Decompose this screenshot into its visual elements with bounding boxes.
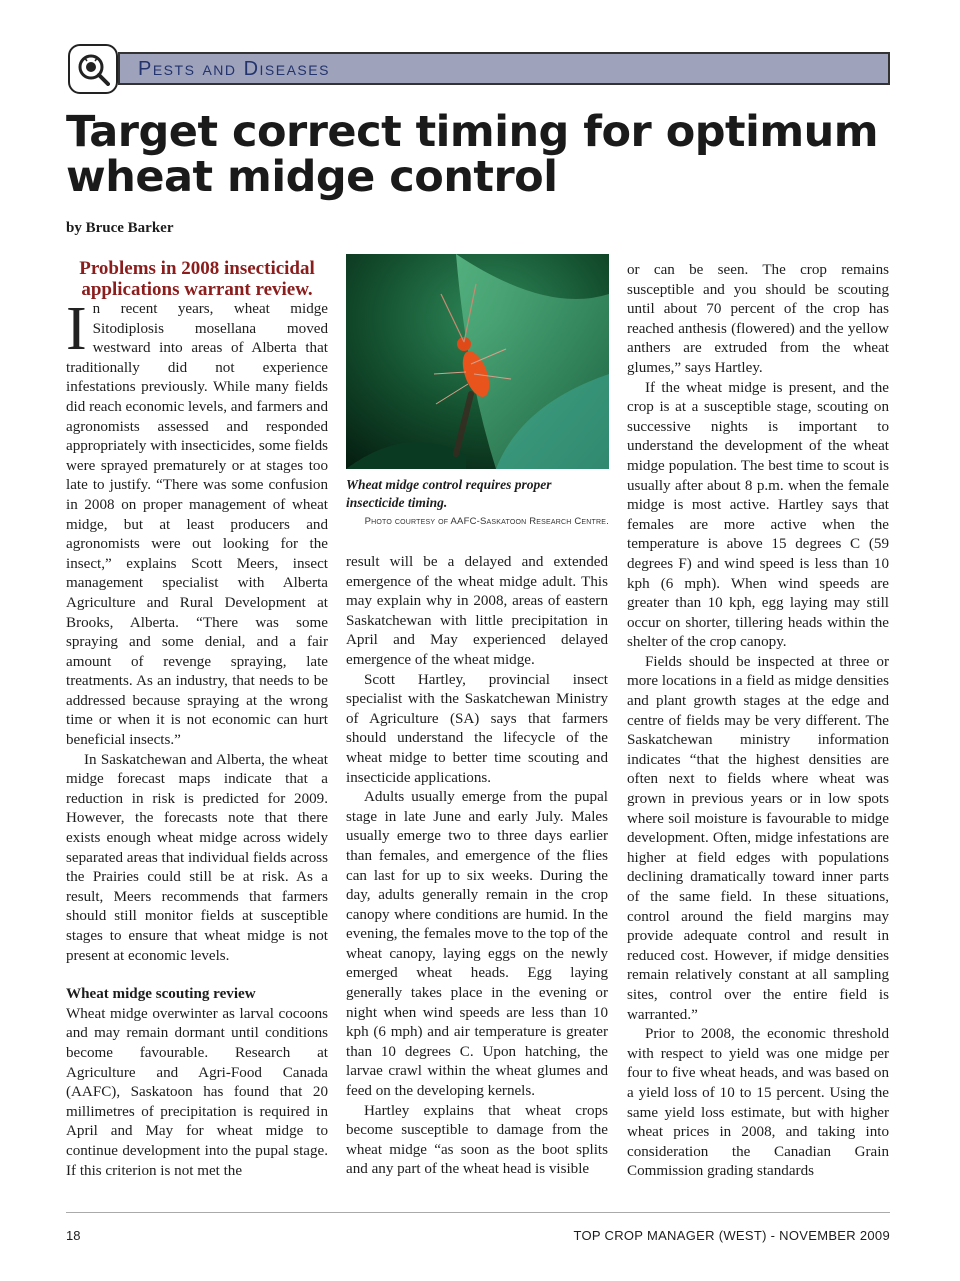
paragraph: If the wheat midge is present, and the crop is at a susceptible stage, scouting on successive nights is important to understand the development of the wheat midge population. The best time to scout is usually after about 8 p.m. when the female midge is most active. Hartley says that females are more active when the temperature is above 15 degrees C (59 degrees F) and wind speed is less than 10 kph (6 mph). When wind speeds are greater than 10 kph, egg laying may still occur on shorter, tillering heads within the shelter of the crop canopy. (627, 379, 889, 651)
paragraph: result will be a delayed and extended emergence of the wheat midge adult. This may explain why in 2008, areas of eastern Saskatchewan with little precipitation in April and May experienced delayed emergence of the wheat midge. (346, 554, 608, 668)
paragraph: Prior to 2008, the economic threshold with respect to yield was one midge per four to five wheat heads, and was based on a yield loss of 10 to 15 percent. Using the same yield loss estimate, but with higher wheat prices in 2008, and taking into consideration the Canadian Grain Commission grading standards (627, 1026, 889, 1180)
section-label: Pests and Diseases (138, 58, 330, 80)
column-3 (627, 261, 889, 1182)
paragraph: Adults usually emerge from the pupal stage in late June and early July. Males usually emerge two to three days earlier than females, and emergence of the flies can last for up to six weeks. During the day, adults generally remain in the crop canopy where conditions are humid. In the evening, the females move to the top of the wheat canopy, laying eggs on the newly emerged wheat heads. Egg laying generally takes place in the evening or night when wind speeds are less than 10 kph (6 mph) and air temperature is greater than 10 degrees C. Upon hatching, the larvae crawl within the wheat glumes and feed on the developing kernels. (346, 789, 608, 1100)
section-band (118, 52, 890, 85)
paragraph (66, 295, 328, 751)
page-number: 18 (66, 1228, 81, 1243)
article-headline: Target correct timing for optimum wheat midge control (66, 107, 879, 202)
drop-cap: I (66, 295, 87, 363)
bug-magnifier-icon (68, 44, 118, 94)
paragraph: Fields should be inspected at three or more locations in a field as midge densities and plant growth stages at the edge and centre of fields may be very different. The Saskatchewan ministry information indicates “that the highest densities are often next to fields where wheat was grown in previous years or in low spots where soil moisture is favourable to midge development. Often, midge infestations are higher at field edges with populations declining dramatically toward inner parts of the same field. In these situations, control around the field margins may provide adequate control and result in reduced cost. However, if midge densities remain relatively constant at all sampling sites, control over the entire field is warranted.” (627, 653, 889, 1023)
photo-caption: Wheat midge control requires proper insecticide timing. (346, 477, 552, 510)
paragraph: Hartley explains that wheat crops become susceptible to damage from the wheat midge “as soon as the boot splits and any part of the wheat head is visible (346, 1102, 608, 1178)
wheat-midge-photo (346, 254, 609, 469)
byline: by Bruce Barker (66, 220, 174, 236)
section-header (68, 44, 890, 96)
column-2 (346, 553, 608, 1180)
paragraph: Wheat midge overwinter as larval cocoons and may remain dormant until conditions become favourable. Research at Agriculture and Agri-Food Canada (AAFC), Saskatoon has found that 20 millimetres of precipitation is required in April and May for wheat midge to continue development into the pupal stage. If this criterion is not met the (66, 1005, 328, 1179)
paragraph: or can be seen. The crop remains susceptible and you should be scouting until about 70 percent of the crop has reached anthesis (flowered) and the yellow anthers are extruded from the wheat glumes,” says Hartley. (627, 262, 889, 376)
footer-divider (66, 1212, 890, 1213)
photo-credit: Photo courtesy of AAFC-Saskatoon Research Centre. (364, 516, 609, 527)
publication-line: TOP CROP MANAGER (WEST) - NOVEMBER 2009 (573, 1228, 890, 1243)
article-deck: Problems in 2008 insecticidal applications warrant review. (79, 258, 315, 300)
subheading: Wheat midge scouting review (66, 986, 256, 1003)
column-1 (66, 258, 328, 1181)
paragraph-text: n recent years, wheat midge Sitodiplosis mosellana moved westward into areas of Alberta that traditionally did not experience infestations previously. While many fields did reach economic levels, and farmers and agronomists assessed and responded appropriately with insecticides, some fields were sprayed prematurely or at stages too late to justify. “There was some confusion in 2008 on proper management of wheat midge, but at least producers and agronomists were out looking for the insect,” explains Scott Meers, insect management specialist with Alberta Agriculture and Rural Development at Brooks, Alberta. “There was some spraying and some denial, and a fair amount of revenge spraying, late treatments. As an industry, that needs to be addressed because spraying at the wrong time or when it is not economic can hurt beneficial insects.” (66, 301, 328, 749)
paragraph: Scott Hartley, provincial insect specialist with the Saskatchewan Ministry of Agriculture (SA) says that farmers should understand the lifecycle of the wheat midge to better time scouting and insecticide applications. (346, 671, 608, 786)
paragraph: In Saskatchewan and Alberta, the wheat midge forecast maps indicate that a reduction in risk is predicted for 2009. However, the forecasts note that there exists enough wheat midge across widely separated areas that individual fields across the Prairies could still be at risk. As a result, Meers recommends that farmers should still monitor fields at susceptible stages to ensure that wheat midge is not present at economic levels. (66, 751, 328, 964)
